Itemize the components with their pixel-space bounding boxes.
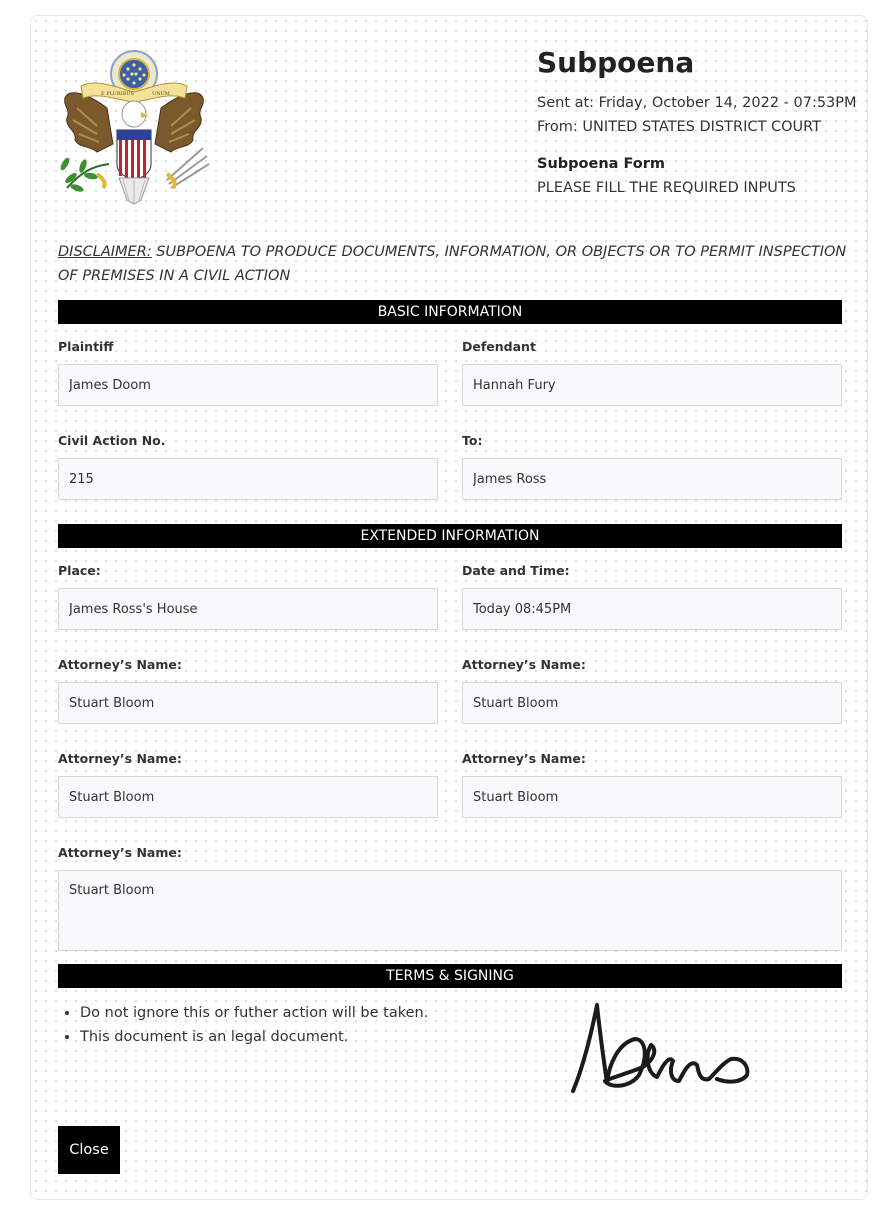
disclaimer-text: SUBPOENA TO PRODUCE DOCUMENTS, INFORMATION, OR OBJECTS OR TO PERMIT INSPECTION OF PREMISES IN A CIVIL ACTION [58,244,847,284]
great-seal-eagle-icon [57,48,211,208]
from-text: From: UNITED STATES DISTRICT COURT [537,119,821,135]
defendant-label: Defendant [462,339,536,354]
place-input[interactable] [58,588,438,630]
date-time-input[interactable] [462,588,842,630]
civil-action-input[interactable] [58,458,438,500]
section-extended-information: EXTENDED INFORMATION [58,524,842,548]
form-instruction: PLEASE FILL THE REQUIRED INPUTS [537,180,796,196]
disclaimer-label: DISCLAIMER: [58,244,152,260]
close-button[interactable]: Close [58,1126,120,1174]
attorney-name-label: Attorney’s Name: [462,751,586,766]
to-input[interactable] [462,458,842,500]
attorney-name-label: Attorney’s Name: [462,657,586,672]
plaintiff-input[interactable] [58,364,438,406]
seal-motto-right: UNUM [152,91,170,97]
form-title: Subpoena Form [537,156,666,172]
section-basic-information: BASIC INFORMATION [58,300,842,324]
attorney-name-label: Attorney’s Name: [58,845,182,860]
page-title: Subpoena [537,46,695,79]
seal-motto-left: E PLURIBUS [101,91,134,97]
civil-action-label: Civil Action No. [58,433,166,448]
defendant-input[interactable] [462,364,842,406]
plaintiff-label: Plaintiff [58,339,114,354]
place-label: Place: [58,563,101,578]
disclaimer [58,240,858,288]
attorney-name-label: Attorney’s Name: [58,657,182,672]
to-label: To: [462,433,483,448]
attorney-name-input[interactable] [58,776,438,818]
attorney-name-input[interactable] [462,776,842,818]
sent-at-text: Sent at: Friday, October 14, 2022 - 07:53PM [537,95,857,111]
terms-list [58,1001,428,1049]
list-item: • This document is an legal document. [80,1025,428,1049]
attorney-name-input[interactable] [58,682,438,724]
attorney-name-textarea[interactable] [58,870,842,951]
date-time-label: Date and Time: [462,563,570,578]
list-item: • Do not ignore this or futher action will be taken. [80,1001,428,1025]
section-terms-signing: TERMS & SIGNING [58,964,842,988]
signature-image [565,995,790,1100]
attorney-name-label: Attorney’s Name: [58,751,182,766]
attorney-name-input[interactable] [462,682,842,724]
